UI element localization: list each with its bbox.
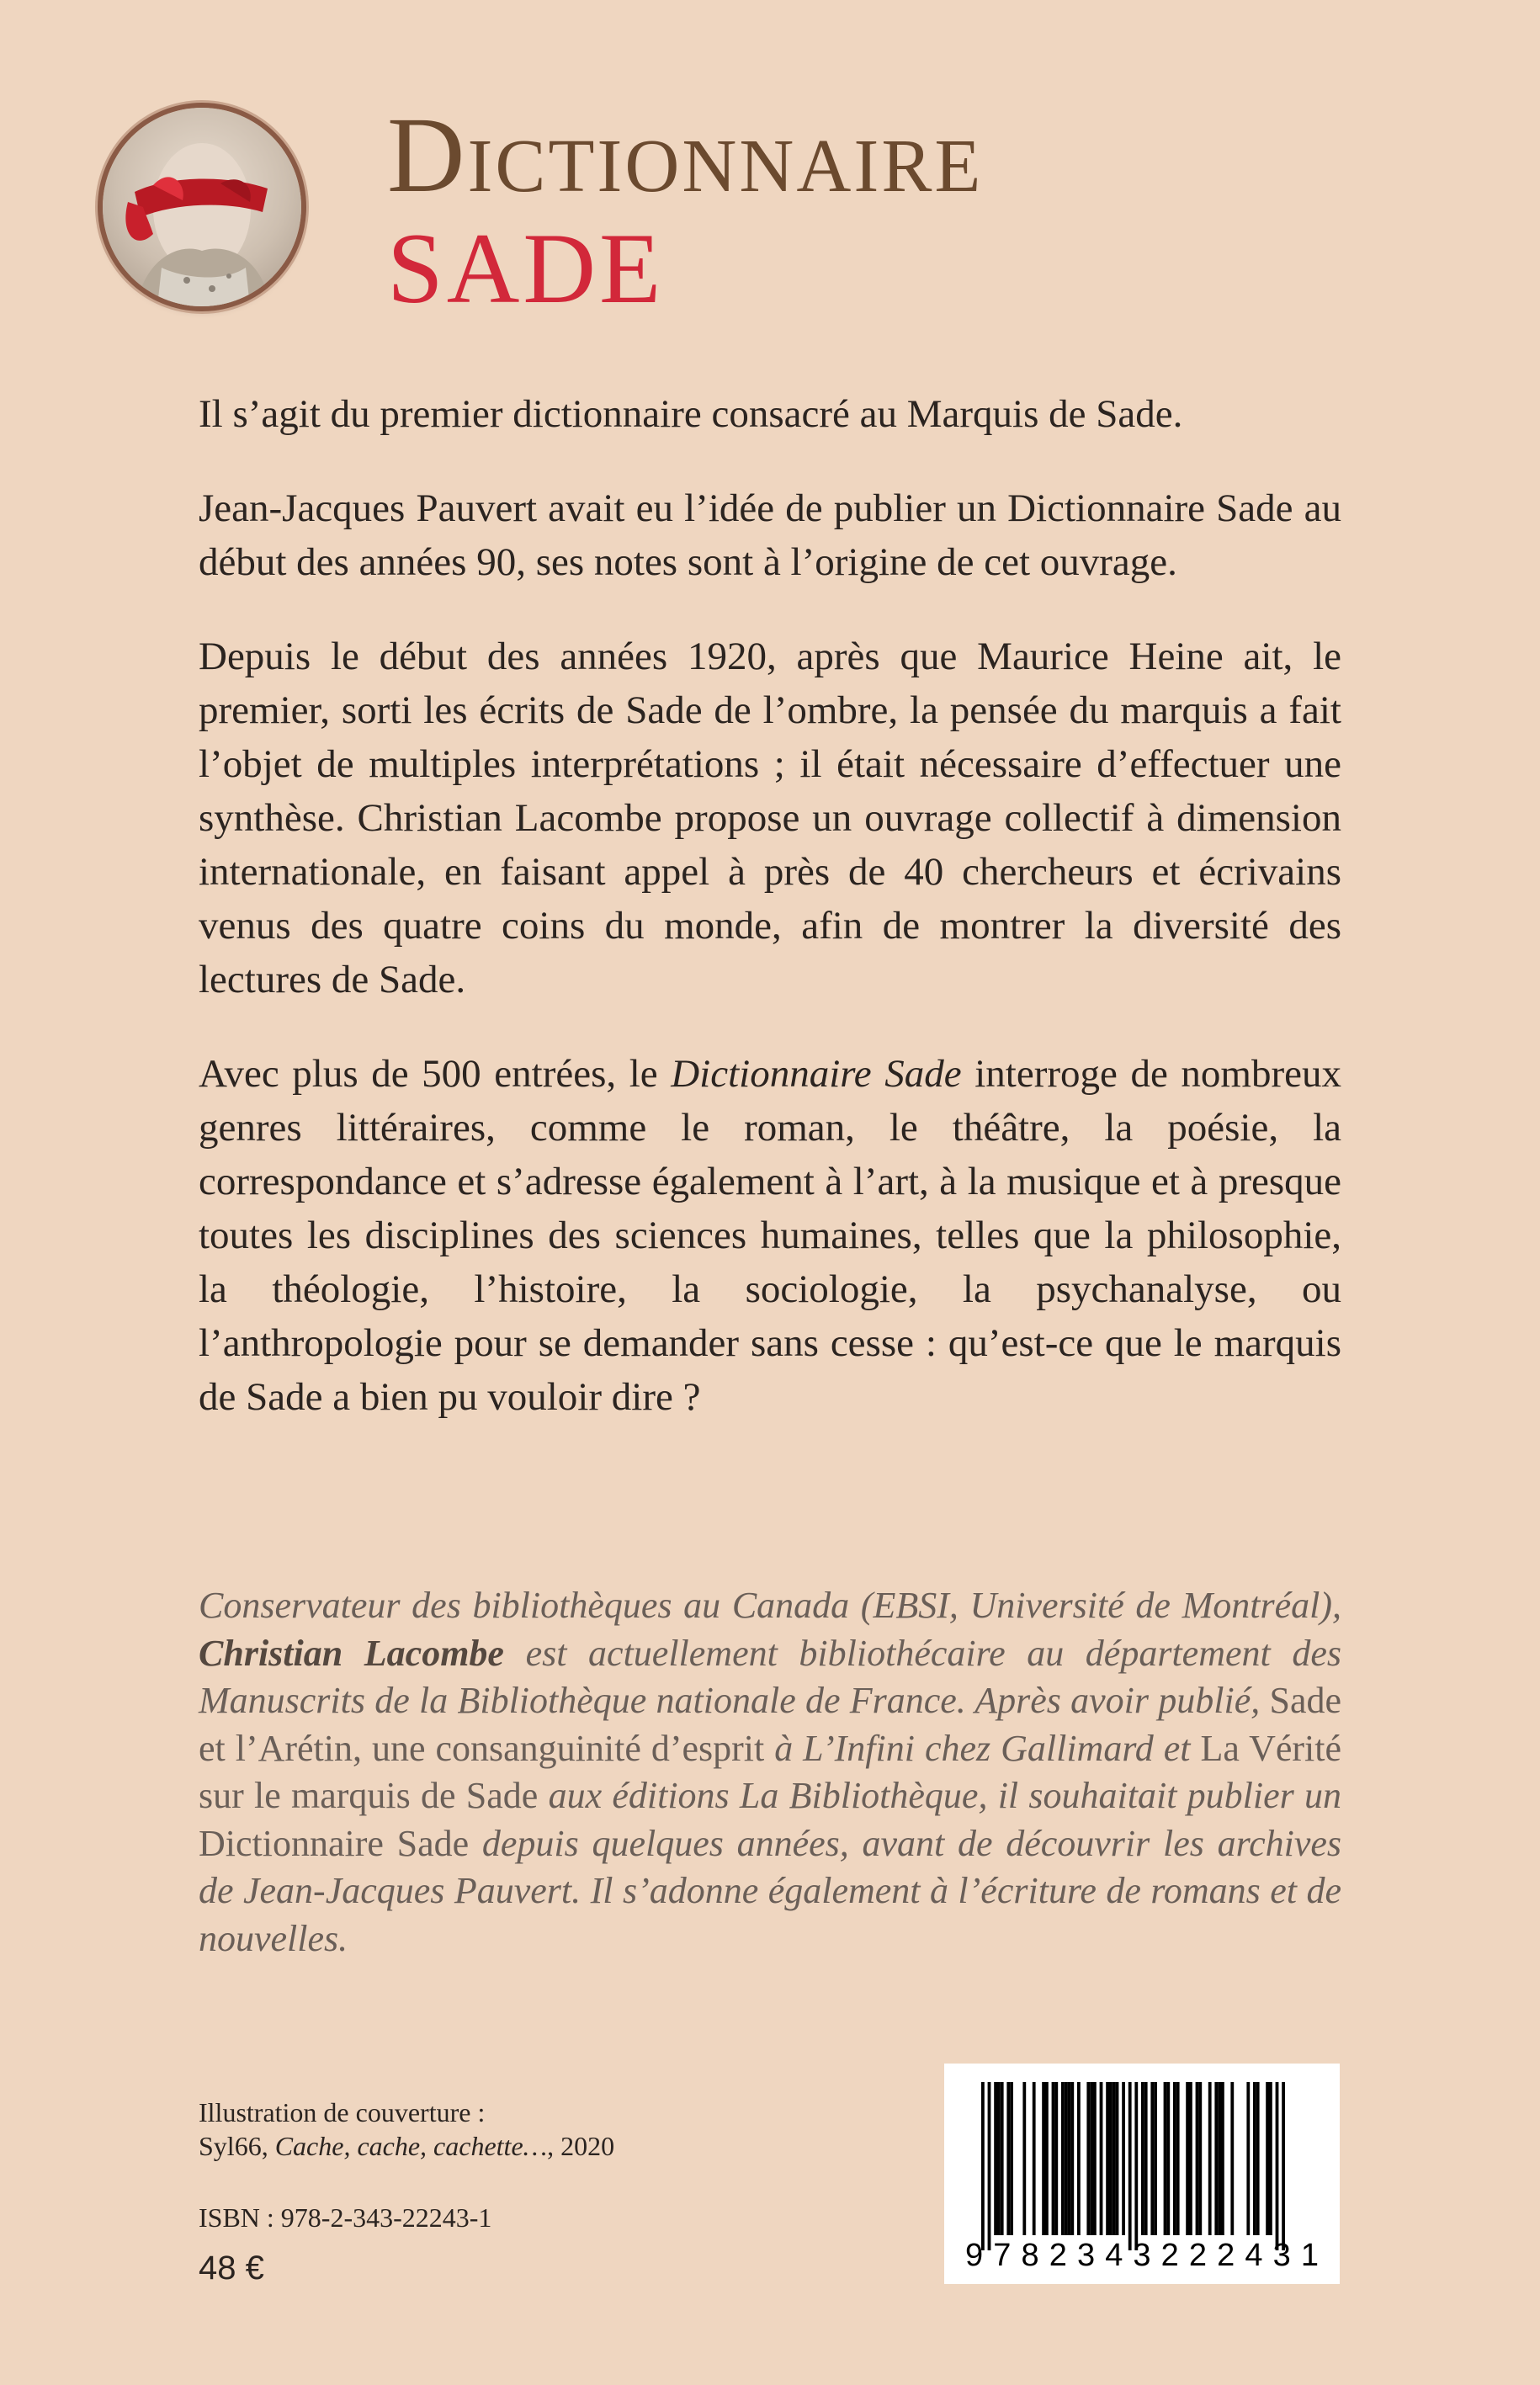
- barcode-bar: [1218, 2082, 1221, 2235]
- barcode-bar: [1198, 2082, 1202, 2235]
- barcode-bar: [1154, 2082, 1157, 2235]
- barcode-bar: [1214, 2082, 1218, 2235]
- barcode-bar: [1266, 2082, 1269, 2235]
- barcode-bar: [1173, 2082, 1176, 2235]
- barcode-bar: [1054, 2082, 1058, 2235]
- barcode-bar: [1230, 2082, 1234, 2235]
- work-title: La Vérité sur le marquis de Sade: [199, 1727, 1342, 1816]
- barcode-bar: [1093, 2082, 1097, 2235]
- summary-paragraph: [199, 1047, 1341, 1424]
- author-name: Christian Lacombe: [199, 1632, 504, 1674]
- barcode-bar: [1045, 2082, 1049, 2235]
- credits-label: Illustration de couverture :: [199, 2097, 486, 2127]
- credits-work: Cache, cache, cachette…: [274, 2131, 548, 2161]
- barcode-bar: [1196, 2082, 1199, 2235]
- barcode-bar: [1061, 2082, 1065, 2235]
- title-line-2: SADE: [387, 212, 665, 324]
- text-run: interroge de nombreux genres littéraires, comme le roman, le théâtre, la poésie, la correspondance et s’adresse également à l’art, à la musique et à presque toutes les disciplines des sciences humaines, telles que la philosophie, la théologie, l’histoire, la sociologie, la psychanalyse, ou l’anthropologie pour se demander sans cesse : qu’est-ce que le marquis de Sade a bien pu vouloir dire ?: [199, 1052, 1341, 1419]
- barcode-bar: [1001, 2082, 1004, 2235]
- barcode-bar: [1189, 2082, 1192, 2235]
- barcode-bar: [1065, 2082, 1068, 2235]
- text-run: depuis quelques années, avant de découvrir les archives de Jean-Jacques Pauvert. Il s’adonne également à l’écriture de romans et de nouvelles.: [199, 1822, 1342, 1959]
- barcode-bar: [1164, 2082, 1167, 2235]
- barcode-bar: [1208, 2082, 1212, 2235]
- price: 48 €: [199, 2250, 264, 2287]
- work-title: Dictionnaire Sade: [199, 1822, 470, 1864]
- barcode-bar: [1090, 2082, 1093, 2235]
- barcode-bar: [1052, 2082, 1055, 2235]
- barcode-bar: [1116, 2082, 1119, 2235]
- barcode-bar: [988, 2082, 991, 2250]
- barcode-bar: [981, 2082, 985, 2250]
- barcode: [944, 2064, 1340, 2284]
- barcode-bar: [1256, 2082, 1260, 2235]
- summary-paragraph: Jean-Jacques Pauvert avait eu l’idée de publier un Dictionnaire Sade au début des années 90, ses notes sont à l’origine de cet ouvrage.: [199, 486, 1341, 584]
- book-summary: [199, 387, 1341, 1464]
- text-run: Conservateur des bibliothèques au Canada (EBSI, Université de Montréal),: [199, 1585, 1341, 1626]
- barcode-bar: [1106, 2082, 1109, 2235]
- barcode-digits: 9782343222431: [965, 2238, 1319, 2273]
- cover-credits: [199, 2096, 614, 2163]
- barcode-bar: [1246, 2082, 1250, 2235]
- book-title: [387, 95, 984, 324]
- summary-paragraph: Depuis le début des années 1920, après que Maurice Heine ait, le premier, sorti les écrits de Sade de l’ombre, la pensée du marquis a fait l’objet de multiples interprétations ; il était nécessaire d’effectuer une synthèse. Christian Lacombe propose un ouvrage collectif à dimension internationale, en faisant appel à près de 40 chercheurs et écrivains venus des quatre coins du monde, afin de montrer la diversité des lectures de Sade.: [199, 635, 1341, 1001]
- barcode-bar: [1070, 2082, 1074, 2235]
- barcode-bar: [1144, 2082, 1148, 2235]
- barcode-bar: [1042, 2082, 1045, 2235]
- barcode-bar: [1166, 2082, 1170, 2235]
- text-run: Avec plus de 500 entrées, le: [199, 1052, 672, 1096]
- barcode-bar: [1176, 2082, 1180, 2235]
- credits-artist: Syl66,: [199, 2131, 275, 2161]
- text-run: à L’Infini chez Gallimard et: [764, 1727, 1201, 1769]
- barcode-bar: [1150, 2082, 1154, 2235]
- barcode-bar: [1033, 2082, 1036, 2235]
- barcode-bar: [1086, 2082, 1090, 2235]
- title-line-1: Dictionnaire: [387, 95, 984, 215]
- barcode-bar: [1141, 2082, 1144, 2235]
- barcode-bar: [1010, 2082, 1013, 2235]
- barcode-bar: [1113, 2082, 1116, 2235]
- barcode-bar: [1122, 2082, 1125, 2235]
- barcode-bar: [994, 2082, 997, 2235]
- barcode-bar: [1100, 2082, 1103, 2235]
- barcode-bar: [1269, 2082, 1272, 2235]
- cover-illustration-medallion: [103, 108, 301, 306]
- barcode-bar: [1221, 2082, 1224, 2235]
- barcode-bar: [1276, 2082, 1279, 2250]
- barcode-graphic: [944, 2064, 1340, 2284]
- text-run: est actuellement bibliothécaire au département des Manuscrits de la Bibliothèque nationale de France. Après avoir publié,: [199, 1632, 1341, 1721]
- barcode-bar: [1006, 2082, 1010, 2235]
- author-biography: [199, 1582, 1341, 1963]
- barcode-bar: [1253, 2082, 1256, 2235]
- barcode-bar: [1068, 2082, 1071, 2235]
- barcode-bar: [1022, 2082, 1026, 2235]
- barcode-bar: [1186, 2082, 1189, 2235]
- summary-paragraph: Il s’agit du premier dictionnaire consacré au Marquis de Sade.: [199, 392, 1183, 436]
- credits-year: , 2020: [547, 2131, 615, 2161]
- barcode-bar: [1282, 2082, 1285, 2250]
- barcode-bar: [997, 2082, 1001, 2235]
- title-reference: Dictionnaire Sade: [671, 1052, 962, 1096]
- barcode-bar: [1109, 2082, 1113, 2235]
- barcode-bar: [1128, 2082, 1132, 2250]
- barcode-bar: [1134, 2082, 1138, 2250]
- blindfolded-portrait-icon: [103, 108, 301, 306]
- isbn: ISBN : 978-2-343-22243-1: [199, 2202, 492, 2233]
- work-title: Sade et l’Arétin, une consanguinité d’esprit: [199, 1680, 1341, 1769]
- text-run: aux éditions La Bibliothèque, il souhaitait publier un: [538, 1775, 1342, 1816]
- barcode-bar: [1077, 2082, 1081, 2235]
